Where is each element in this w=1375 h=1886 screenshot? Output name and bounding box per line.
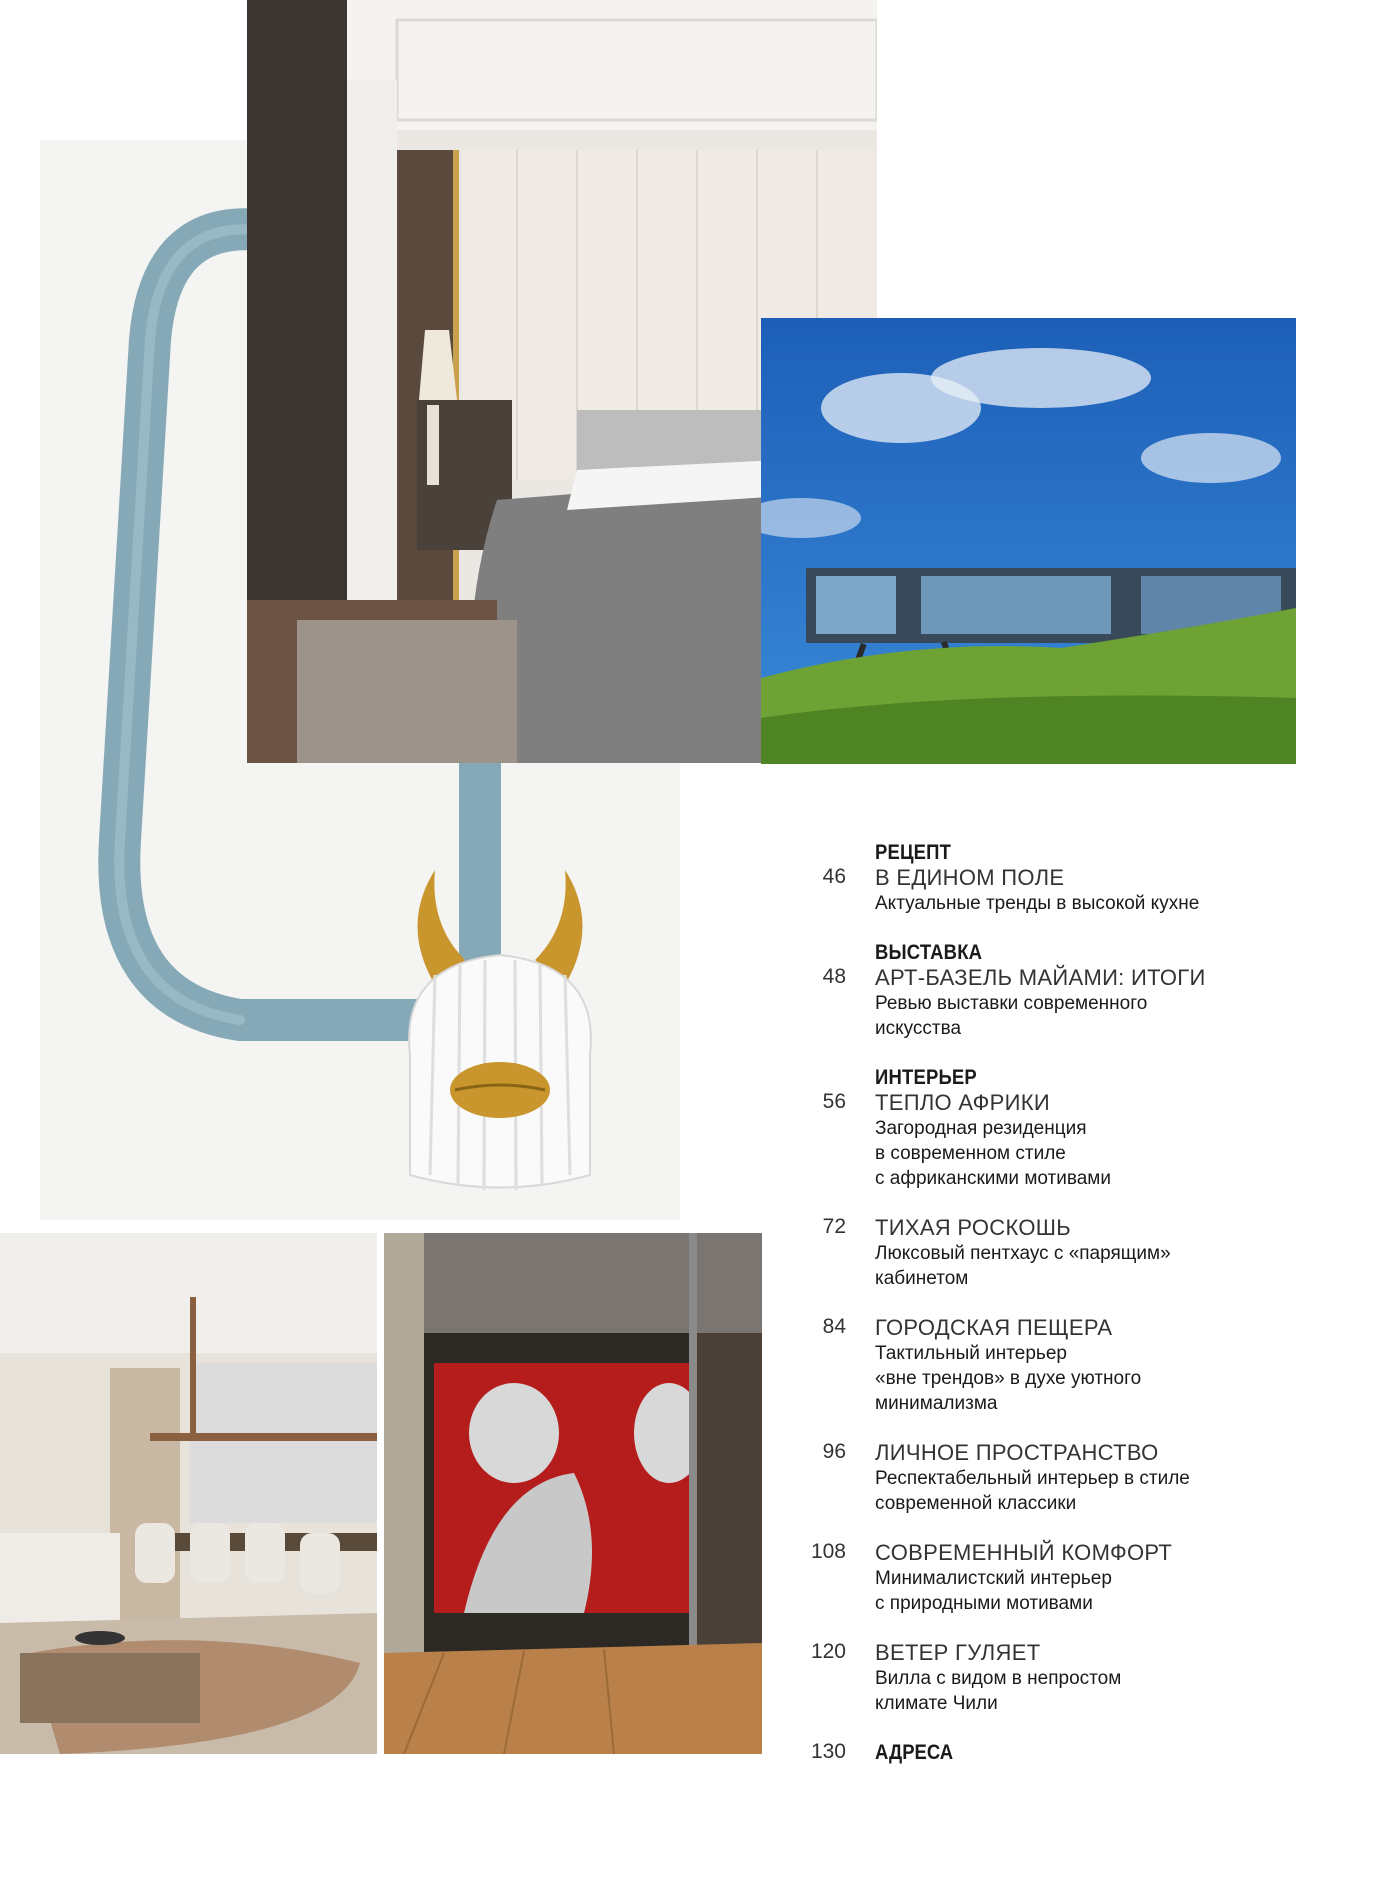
toc-section-title: РЕЦЕПТ	[875, 841, 952, 864]
toc-addresses-title: АДРЕСА	[875, 1741, 954, 1764]
toc-entry[interactable]	[800, 1215, 1320, 1291]
toc-section-title: ИНТЕРЬЕР	[875, 1066, 977, 1089]
toc-entry[interactable]	[800, 1440, 1320, 1516]
toc-description: с африканскими мотивами	[875, 1168, 1111, 1189]
toc-entry[interactable]	[800, 940, 1320, 1041]
toc-page-number: 56	[822, 1090, 846, 1113]
toc-description: современной классики	[875, 1493, 1077, 1514]
toc-description: с природными мотивами	[875, 1593, 1093, 1614]
toc-page-number: 84	[822, 1315, 846, 1338]
toc-headline: В ЕДИНОМ ПОЛЕ	[875, 865, 1065, 890]
toc-description: Вилла с видом в непростом	[875, 1668, 1122, 1689]
toc-description: Тактильный интерьер	[875, 1343, 1067, 1364]
toc-description: Минималистский интерьер	[875, 1568, 1112, 1589]
photo-living-room	[0, 1233, 377, 1754]
toc-description: климате Чили	[875, 1693, 998, 1714]
toc-description: в современном стиле	[875, 1143, 1066, 1164]
toc-headline: АРТ-БАЗЕЛЬ МАЙАМИ: ИТОГИ	[875, 965, 1206, 990]
toc-page-number: 48	[822, 965, 846, 988]
toc-page-number: 120	[810, 1640, 846, 1663]
toc-page-number: 46	[822, 865, 846, 888]
toc-headline: ТИХАЯ РОСКОШЬ	[875, 1215, 1071, 1240]
toc-entry[interactable]	[800, 1640, 1320, 1716]
photo-monster-box	[380, 855, 620, 1205]
toc-description: искусства	[875, 1018, 962, 1039]
toc-headline: ЛИЧНОЕ ПРОСТРАНСТВО	[875, 1440, 1159, 1465]
toc-entry[interactable]	[800, 1065, 1320, 1191]
photo-house-on-hill	[761, 318, 1296, 764]
toc-entry[interactable]	[800, 1315, 1320, 1416]
toc-section-title: ВЫСТАВКА	[875, 941, 983, 964]
toc-headline: ВЕТЕР ГУЛЯЕТ	[875, 1640, 1041, 1665]
toc-description: Загородная резиденция	[875, 1118, 1087, 1139]
toc-page-number: 108	[810, 1540, 846, 1563]
toc-headline: ТЕПЛО АФРИКИ	[875, 1090, 1050, 1115]
toc-description: Ревью выставки современного	[875, 993, 1148, 1014]
toc-entry-addresses[interactable]	[800, 1740, 1320, 1766]
toc-description: минимализма	[875, 1393, 998, 1414]
toc-page-number: 96	[822, 1440, 846, 1463]
toc-headline: ГОРОДСКАЯ ПЕЩЕРА	[875, 1315, 1113, 1340]
toc-description: Респектабельный интерьер в стиле	[875, 1468, 1190, 1489]
toc-entry[interactable]	[800, 1540, 1320, 1616]
toc-entry[interactable]	[800, 840, 1320, 916]
toc-page-number: 72	[822, 1215, 846, 1238]
toc-headline: СОВРЕМЕННЫЙ КОМФОРТ	[875, 1540, 1173, 1565]
toc-description: Актуальные тренды в высокой кухне	[875, 893, 1200, 914]
photo-marilyn-hallway	[384, 1233, 762, 1754]
toc-description: «вне трендов» в духе уютного	[875, 1368, 1142, 1389]
toc-description: кабинетом	[875, 1268, 969, 1289]
toc-page-number: 130	[810, 1740, 846, 1763]
table-of-contents	[800, 840, 1320, 1766]
toc-description: Люксовый пентхаус с «парящим»	[875, 1243, 1171, 1264]
